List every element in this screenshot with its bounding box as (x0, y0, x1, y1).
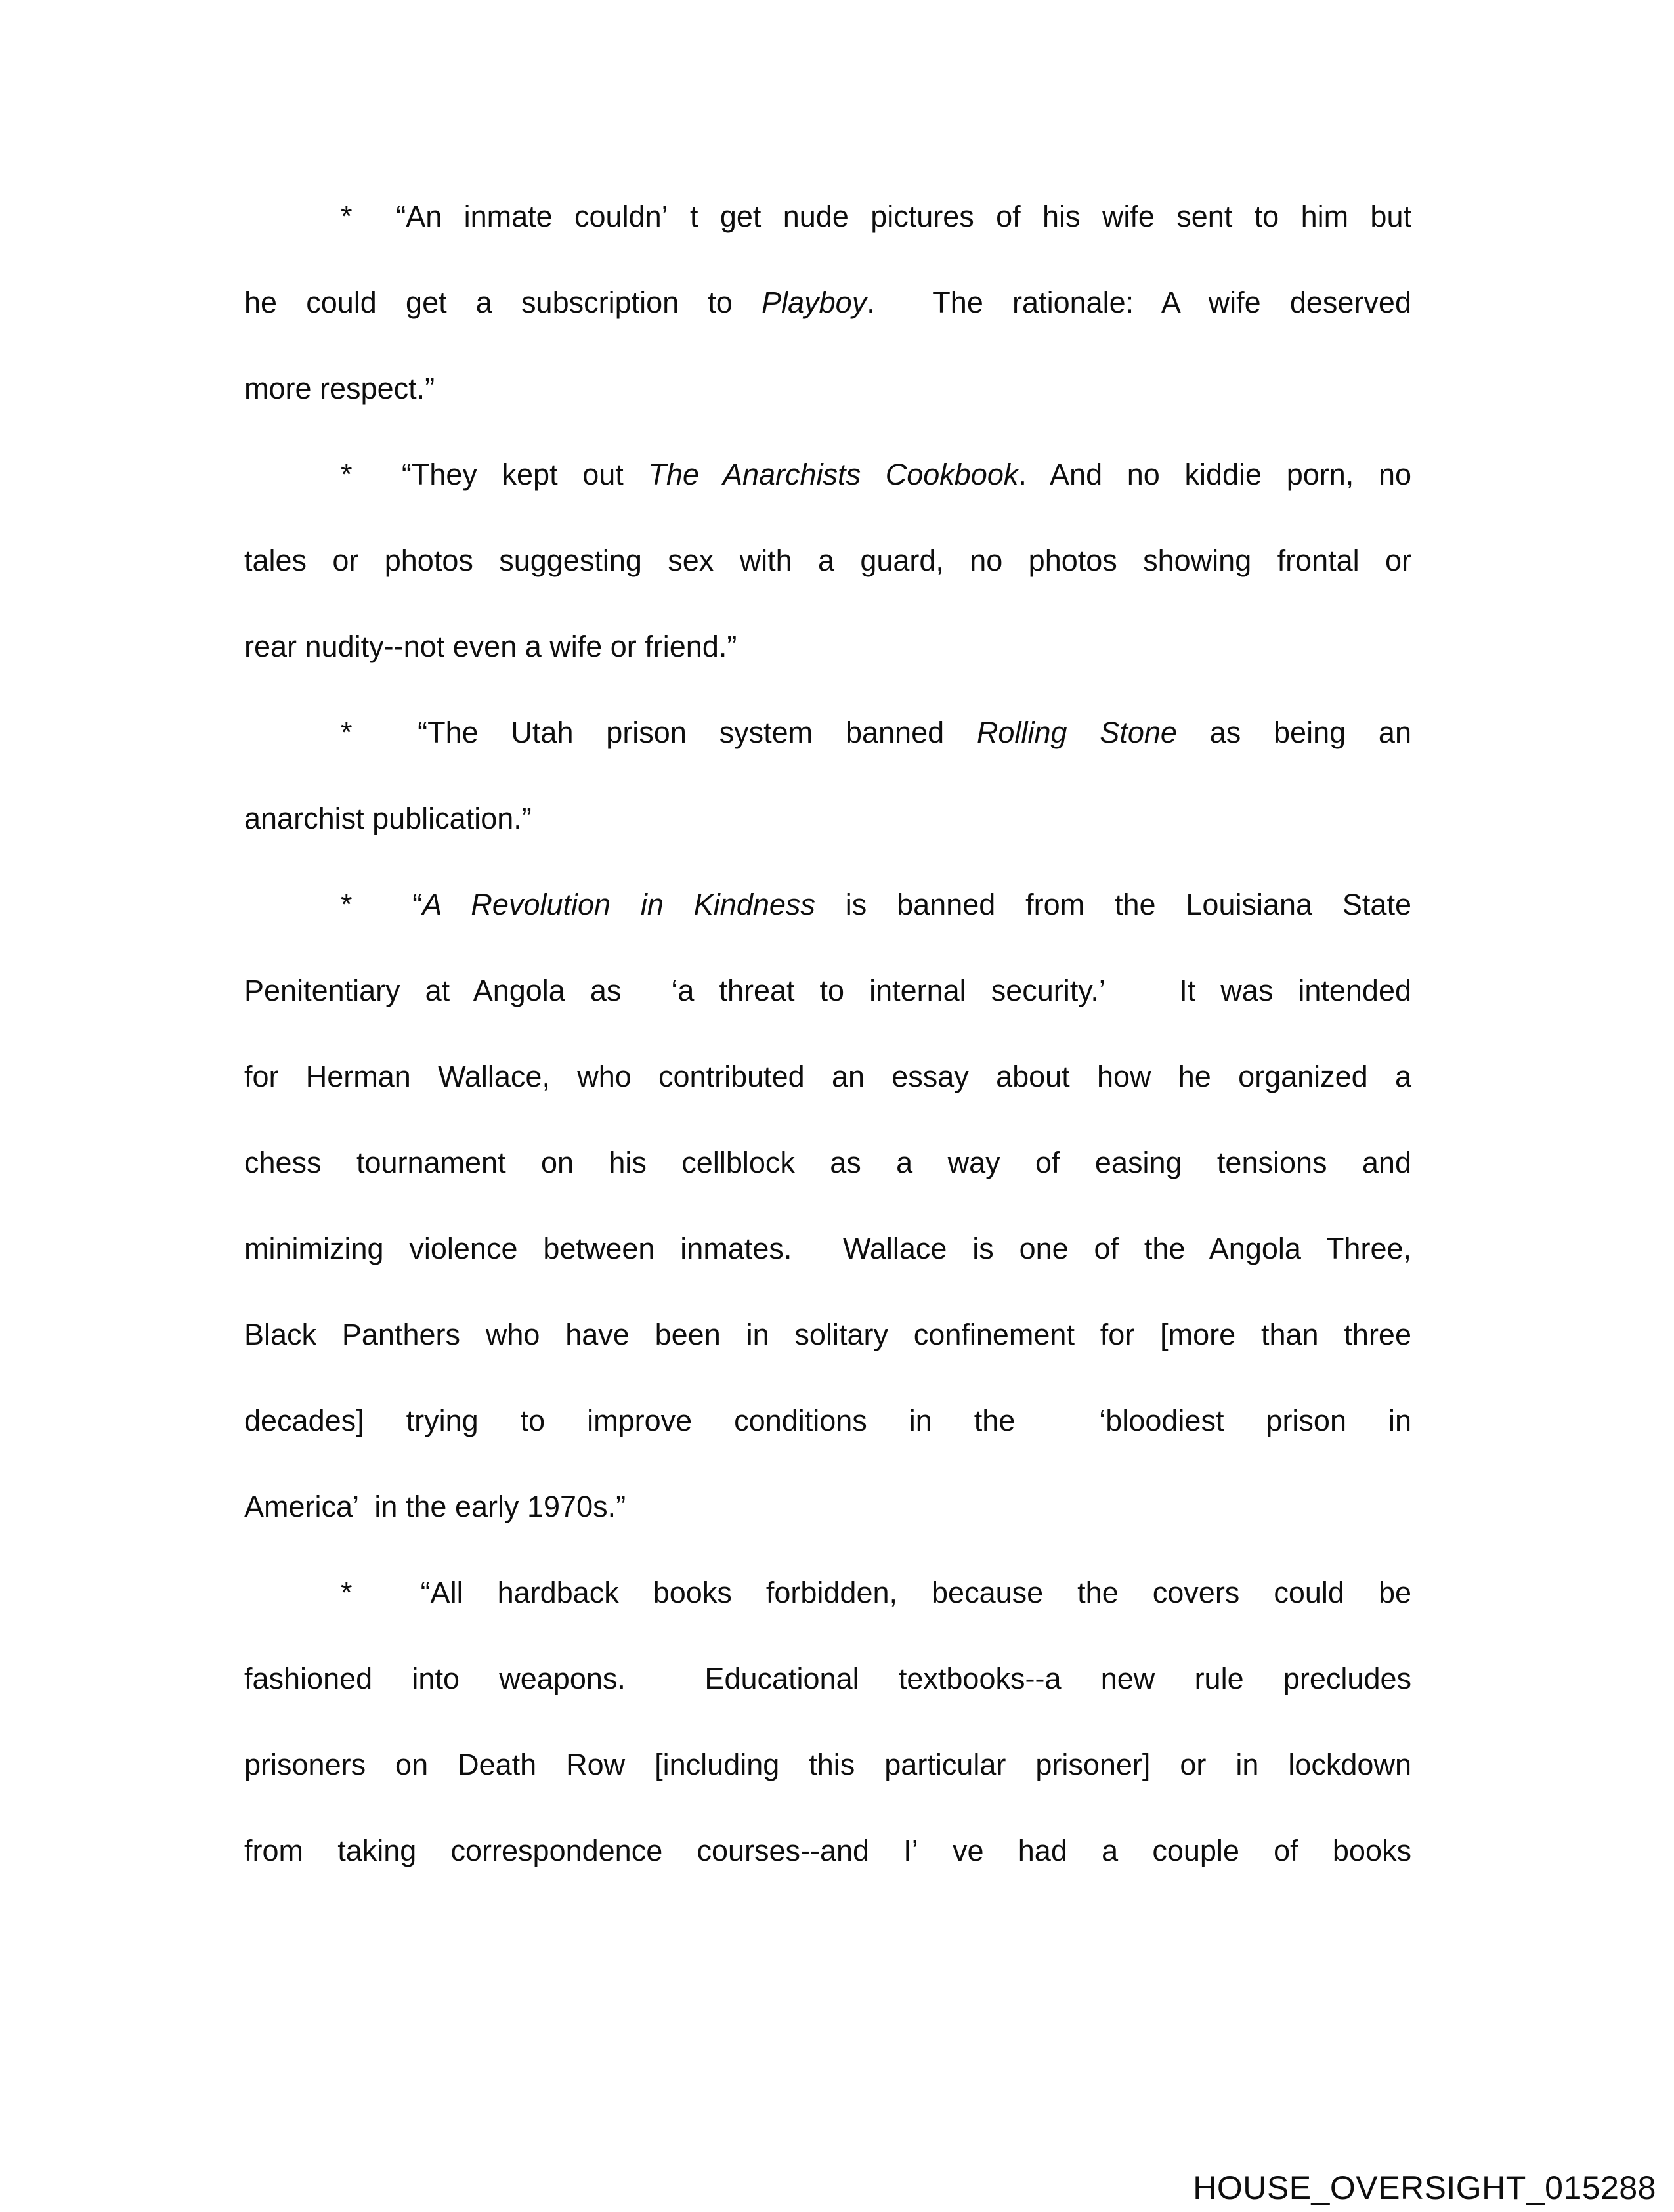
italic-text: Rolling Stone (976, 716, 1177, 749)
text-segment: for Herman Wallace, who contributed an essay about how he organized a (244, 1060, 1411, 1093)
text-segment: more respect.” (244, 372, 435, 405)
text-line (244, 1033, 1411, 1119)
text-line (244, 1722, 1411, 1808)
text-segment: * “All hardback books forbidden, because the covers could be (341, 1576, 1411, 1609)
text-line (244, 345, 1411, 431)
text-line (244, 1464, 1411, 1550)
text-line (244, 861, 1411, 947)
text-segment: tales or photos suggesting sex with a guard, no photos showing frontal or (244, 544, 1411, 577)
text-segment: * “An inmate couldn’ t get nude pictures of his wife sent to him but (341, 200, 1411, 233)
italic-text: A Revolution in Kindness (422, 888, 815, 921)
text-line (244, 1808, 1411, 1894)
text-line (244, 775, 1411, 861)
text-segment: . The rationale: A wife deserved (867, 286, 1411, 319)
text-segment: minimizing violence between inmates. Wallace is one of the Angola Three, (244, 1232, 1411, 1265)
text-segment: he could get a subscription to (244, 286, 762, 319)
text-segment: Penitentiary at Angola as ‘a threat to internal security.’ It was intended (244, 974, 1411, 1007)
text-segment: * “The Utah prison system banned (341, 716, 977, 749)
text-line (244, 259, 1411, 345)
text-segment: rear nudity--not even a wife or friend.” (244, 630, 737, 663)
text-line (244, 517, 1411, 603)
text-line (244, 173, 1411, 259)
text-line (244, 603, 1411, 689)
text-line (244, 1377, 1411, 1464)
text-segment: . And no kiddie porn, no (1018, 458, 1411, 491)
text-segment: chess tournament on his cellblock as a way of easing tensions and (244, 1146, 1411, 1179)
bates-number: HOUSE_OVERSIGHT_015288 (1193, 2169, 1656, 2206)
text-segment: decades] trying to improve conditions in the ‘bloodiest prison in (244, 1404, 1411, 1437)
text-segment: from taking correspondence courses--and I’ ve had a couple of books (244, 1834, 1411, 1867)
text-segment: fashioned into weapons. Educational textbooks--a new rule precludes (244, 1662, 1411, 1695)
text-segment: Black Panthers who have been in solitary confinement for [more than three (244, 1318, 1411, 1351)
text-line (244, 431, 1411, 517)
italic-text: Playboy (762, 286, 867, 319)
text-segment: America’ in the early 1970s.” (244, 1490, 626, 1523)
text-line (244, 689, 1411, 775)
text-segment: is banned from the Louisiana State (815, 888, 1411, 921)
text-line (244, 1205, 1411, 1291)
text-segment: anarchist publication.” (244, 802, 532, 835)
text-segment: prisoners on Death Row [including this particular prisoner] or in lockdown (244, 1748, 1411, 1781)
text-segment: * “They kept out (341, 458, 649, 491)
text-line (244, 1550, 1411, 1636)
text-line (244, 1119, 1411, 1205)
text-line (244, 1291, 1411, 1377)
text-segment: as being an (1176, 716, 1411, 749)
text-line (244, 1636, 1411, 1722)
text-line (244, 947, 1411, 1033)
document-body (244, 173, 1411, 1894)
italic-text: The Anarchists Cookbook (648, 458, 1019, 491)
text-segment: * “ (341, 888, 423, 921)
